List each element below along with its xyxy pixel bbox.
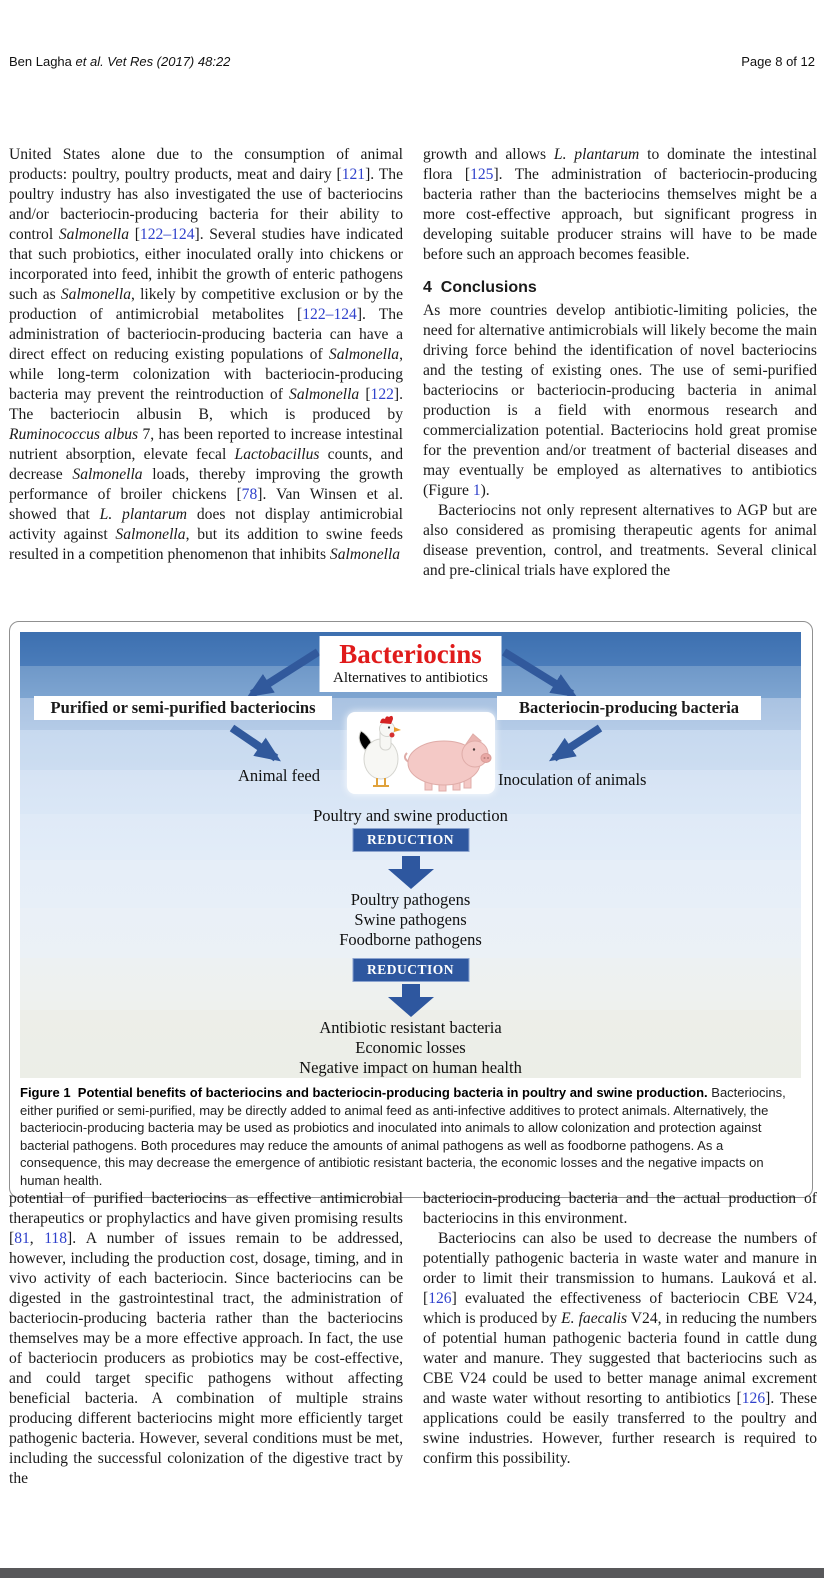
branch-purified-bacteriocins: Purified or semi-purified bacteriocins [34,696,332,720]
italic-term: Ruminococcus albus [9,426,139,443]
diagram-text-line: Negative impact on human health [299,1058,522,1077]
page-header [9,54,815,69]
citation-link[interactable]: 126 [428,1290,452,1307]
diagram-text-line: Swine pathogens [354,910,467,929]
left-column [9,145,403,581]
body-paragraph: As more countries develop antibiotic-limiting policies, the need for alternative antimicrobials will likely become the main driving force behind the identification of novel bacteriocins and the testing of existing ones. The use of semi-purified bacteriocins or bacteriocin-producing bacteria in animal production is a field with enormous research and commercialization potential. Bacteriocins hold great promise for the prevention and/or treatment of bacterial diseases and may eventually be employed as alternatives to antibiotics (Figure 1). [423,302,817,499]
down-arrow-head [388,997,434,1017]
citation-link[interactable]: 81 [14,1230,30,1247]
italic-term: Salmonella [329,546,401,563]
citation-link[interactable]: 118 [44,1230,68,1247]
author-names: Ben Lagha [9,54,76,69]
italic-term: Salmonella [60,286,132,303]
label-poultry-swine-production: Poultry and swine production [313,806,508,825]
citation-link[interactable]: 78 [241,486,258,503]
citation-link[interactable]: 1 [472,482,481,499]
reduction-box-1: REDUCTION [352,828,469,852]
right-column [423,1189,817,1489]
figure-1-panel [9,621,813,1198]
diagram-title-box [319,636,502,692]
italic-term: L. plantarum [553,146,640,163]
figure-caption-body: Bacteriocins, either purified or semi-purified, may be directly added to animal feed as anti-infective additives to protect animals. Alternatively, the bacteriocin-producing bacteria may be used as probiotics and inoculated into animals to allow colonization and protection against bacterial pathogens. Both procedures may reduce the amounts of animal pathogens as well as foodborne pathogens. As a consequence, this may decrease the emergence of antibiotic resistant bacteria, the economic losses and the negative impacts on human health. [20,1085,786,1188]
body-paragraph: growth and allows L. plantarum to dominate the intestinal flora [125]. The administration of bacteriocin-producing bacteria rather than the bacteriocins themselves might be a more cost-effective approach, but significant progress in developing suitable producer strains will have to be made before such an approach becomes feasible. [423,146,817,263]
italic-term: L. plantarum [99,506,188,523]
down-arrow-head [388,869,434,889]
diagram-title: Bacteriocins [339,639,482,669]
body-paragraph: Bacteriocins not only represent alternatives to AGP but are also considered as promising therapeutic agents for animal disease prevention, control, and treatments. Several clinical and pre-clinical trials have explored the [423,502,817,579]
italic-term: Salmonella [72,466,143,483]
italic-term: Lactobacillus [234,446,320,463]
diagram-text-line: Poultry pathogens [350,890,471,909]
body-paragraph: potential of purified bacteriocins as effective antimicrobial therapeutics or prophylactics and have given promising results [81, 118]. A number of issues remain to be addressed, however, including the production cost, dosage, timing, and in vivo activity of each bacteriocin. Since bacteriocins can be digested in the gastrointestinal tract, the administration of bacteriocin-producing bacteria rather than the bacteriocins themselves may be a more effective approach. In fact, the use of bacteriocin producers as probiotics may be cost-effective, and could target specific pathogens without affecting beneficial bacteria. A combination of multiple strains producing different bacteriocins might more efficiently target pathogenic bacteria. However, several conditions must be met, including the successful colonization of the digestive tract by the [9,1190,404,1487]
bottom-text-columns [9,1189,817,1489]
citation-link[interactable]: 125 [470,166,494,183]
page-bottom-bar [0,1568,824,1578]
diagram-text-line: Economic losses [355,1038,466,1057]
diagram-text-line: Antibiotic resistant bacteria [319,1018,502,1037]
running-head-citation [9,54,230,69]
diagram-subtitle: Alternatives to antibiotics [333,670,488,686]
arrow-right-to-inoculation [554,728,600,758]
figure-1-diagram [20,632,801,1078]
pathogens-list [20,890,801,950]
citation-link[interactable]: 122–124 [139,226,195,243]
italic-term: Salmonella [289,386,360,403]
down-arrow-icon [388,984,434,1017]
italic-term: Salmonella [58,226,130,243]
label-inoculation: Inoculation of animals [498,770,647,789]
right-column [423,145,817,581]
section-heading-conclusions: 4 Conclusions [423,279,537,296]
outcomes-list [20,1018,801,1078]
left-column [9,1189,403,1489]
figure-1-caption [20,1084,802,1189]
arrow-title-to-left [252,652,318,694]
body-paragraph: bacteriocin-producing bacteria and the actual production of bacteriocins in this environment. [423,1190,817,1227]
body-paragraph: United States alone due to the consumption of animal products: poultry, poultry products, meat and dairy [121]. The poultry industry has also investigated the use of bacteriocins and/or bacteriocin-producing bacteria for their ability to control Salmonella [122–124]. Several studies have indicated that such probiotics, either inoculated orally into chickens or incorporated into feed, inhibit the growth of enteric pathogens such as Salmonella, likely by competitive exclusion or by the production of antimicrobial metabolites [122–124]. The administration of bacteriocin-producing bacteria can have a direct effect on reducing existing populations of Salmonella, while long-term colonization with bacteriocin-producing bacteria may prevent the reintroduction of Salmonella [122]. The bacteriocin albusin B, which is produced by Ruminococcus albus 7, has been reported to increase intestinal nutrient absorption, elevate fecal Lactobacillus counts, and decrease Salmonella loads, thereby improving the growth performance of broiler chickens [78]. Van Winsen et al. showed that L. plantarum does not display antimicrobial activity against Salmonella, but its addition to swine feeds resulted in a competition phenomenon that inhibits Salmonella [9,146,404,563]
citation-link[interactable]: 121 [341,166,366,183]
journal-citation: et al. Vet Res (2017) 48:22 [75,54,231,69]
citation-link[interactable]: 126 [741,1390,766,1407]
arrow-left-to-feed [232,728,276,758]
figure-caption-title: Figure 1 Potential benefits of bacteriocins and bacteriocin-producing bacteria in poultry and swine production. [20,1085,708,1100]
body-paragraph: Bacteriocins can also be used to decrease the numbers of potentially pathogenic bacteria in waste water and manure in order to limit their transmission to humans. Lauková et al. [126] evaluated the effectiveness of bacteriocin CBE V24, which is produced by E. faecalis V24, in reducing the numbers of potential human pathogenic bacteria found in cattle dung water and manure. They suggested that bacteriocins such as CBE V24 could be used to better manage animal excrement and waste water without resorting to antibiotics [126]. These applications could be easily transferred to the poultry and swine industries. However, further research is required to confirm this possibility. [423,1230,818,1467]
down-arrow-stem [402,856,420,869]
italic-term: Salmonella [115,526,186,543]
down-arrow-stem [402,984,420,997]
citation-link[interactable]: 122 [370,386,394,403]
citation-link[interactable]: 122–124 [302,306,357,323]
italic-term: E. faecalis [561,1310,628,1327]
top-text-columns [9,145,817,581]
reduction-box-2: REDUCTION [352,958,469,982]
page-number: Page 8 of 12 [741,54,815,69]
branch-producing-bacteria: Bacteriocin-producing bacteria [497,696,761,720]
italic-term: Salmonella [328,346,400,363]
arrow-title-to-right [504,652,572,694]
label-animal-feed: Animal feed [238,766,321,785]
livestock-image [347,712,495,794]
down-arrow-icon [388,856,434,889]
diagram-text-line: Foodborne pathogens [339,930,482,949]
